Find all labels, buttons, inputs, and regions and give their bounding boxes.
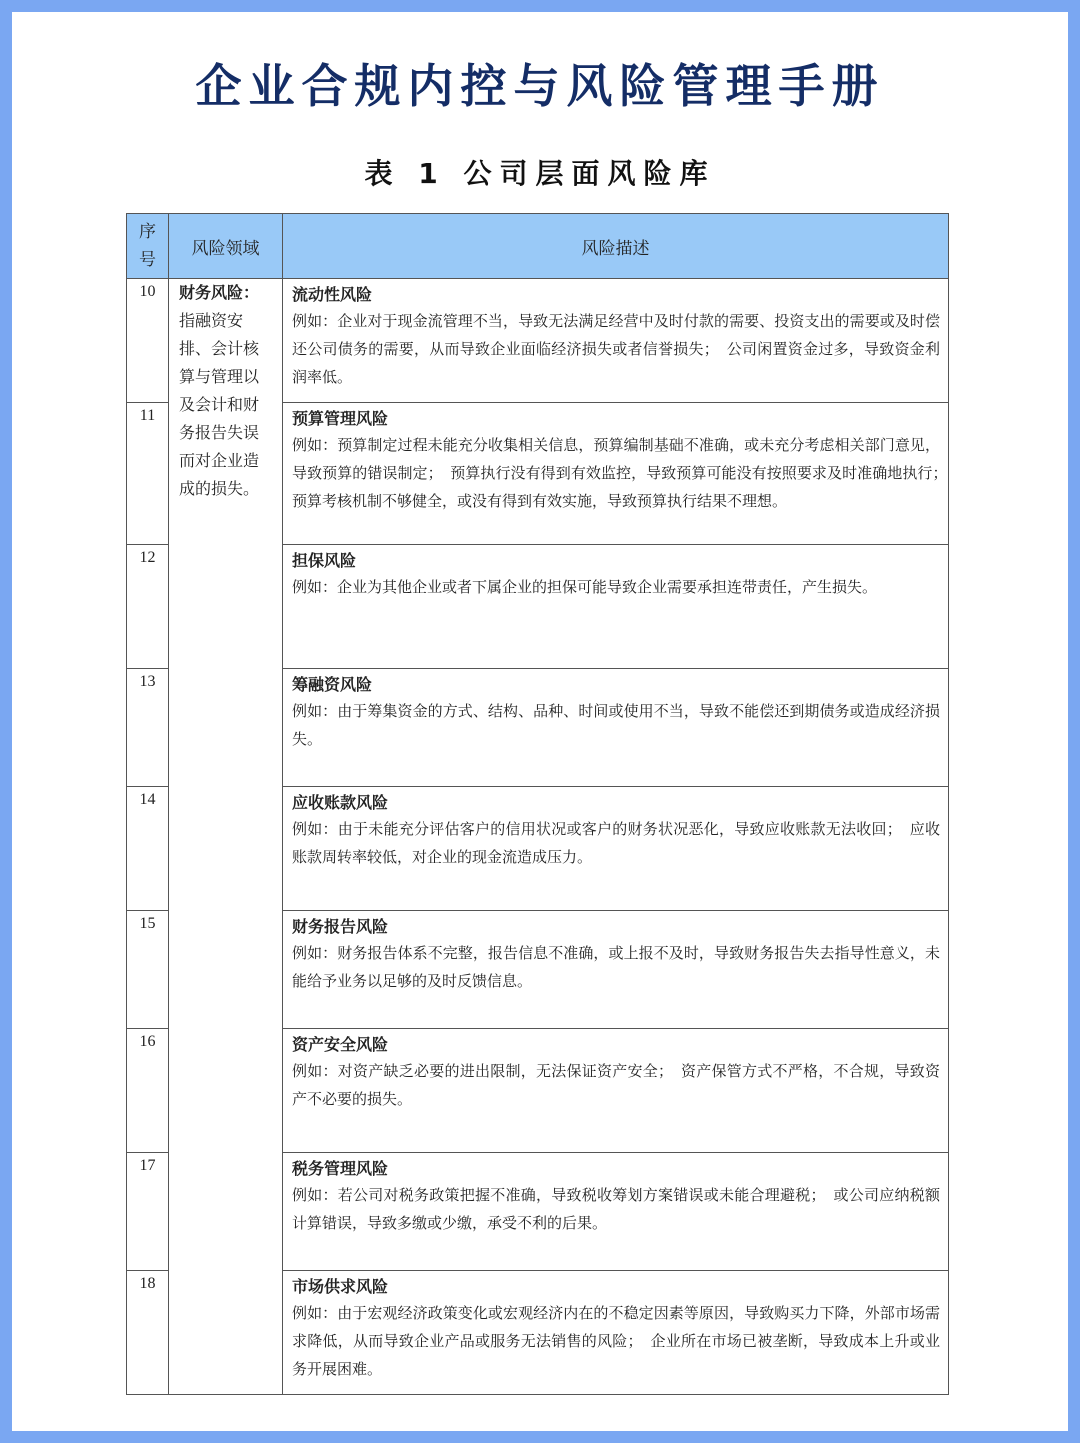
risk-description-cell [283,911,949,1029]
table-header-row [127,214,949,279]
risk-name: 市场供求风险 [292,1277,389,1296]
row-number: 14 [127,787,169,911]
risk-text: 例如：由于筹集资金的方式、结构、品种、时间或使用不当，导致不能偿还到期债务或造成经济损失。 [292,702,940,748]
risk-name: 资产安全风险 [292,1035,389,1054]
domain-text: 指融资安排、会计核算与管理以及会计和财务报告失误而对企业造成的损失。 [179,311,260,498]
risk-text: 例如：企业为其他企业或者下属企业的担保可能导致企业需要承担连带责任，产生损失。 [292,578,878,596]
risk-domain-cell [169,279,283,1395]
risk-description-cell [283,1153,949,1271]
risk-description-cell [283,1271,949,1395]
risk-text: 例如：由于宏观经济政策变化或宏观经济内在的不稳定因素等原因，导致购买力下降，外部市场需求降低，从而导致企业产品或服务无法销售的风险； 企业所在市场已被垄断，导致成本上升或业务开展困难。 [292,1304,940,1378]
row-number: 17 [127,1153,169,1271]
risk-name: 预算管理风险 [292,409,389,428]
header-seq-line1: 序 [139,222,156,242]
header-seq [127,214,169,279]
risk-description-cell [283,787,949,911]
row-number: 12 [127,545,169,669]
risk-description-cell [283,669,949,787]
row-number: 18 [127,1271,169,1395]
risk-table [126,213,956,1395]
risk-text: 例如：对资产缺乏必要的进出限制，无法保证资产安全； 资产保管方式不严格，不合规，导致资产不必要的损失。 [292,1062,940,1108]
risk-name: 应收账款风险 [292,793,389,812]
manual-title: 企业合规内控与风险管理手册 [195,59,885,113]
risk-name: 流动性风险 [292,285,373,304]
risk-description-cell [283,545,949,669]
document-page [12,12,1068,1431]
risk-text: 例如：由于未能充分评估客户的信用状况或客户的财务状况恶化，导致应收账款无法收回； 应收账款周转率较低，对企业的现金流造成压力。 [292,820,940,866]
header-description: 风险描述 [283,214,949,279]
row-number: 13 [127,669,169,787]
risk-text: 例如：若公司对税务政策把握不准确，导致税收筹划方案错误或未能合理避税； 或公司应纳税额计算错误，导致多缴或少缴，承受不利的后果。 [292,1186,940,1232]
table-row [127,279,949,403]
header-domain: 风险领域 [169,214,283,279]
row-number: 10 [127,279,169,403]
risk-name: 税务管理风险 [292,1159,389,1178]
risk-name: 担保风险 [292,551,357,570]
risk-text: 例如：预算制定过程未能充分收集相关信息，预算编制基础不准确，或未充分考虑相关部门意见，导致预算的错误制定； 预算执行没有得到有效监控，导致预算可能没有按照要求及时准确地执行； 预算考核机制不够健全，或没有得到有效实施，导致预算执行结果不理想。 [292,436,956,510]
risk-description-cell [283,1029,949,1153]
row-number: 15 [127,911,169,1029]
risk-description-cell [283,279,949,403]
row-number: 11 [127,403,169,545]
risk-description-cell [283,403,956,545]
risk-name: 财务报告风险 [292,917,389,936]
row-number: 16 [127,1029,169,1153]
risk-text: 例如：财务报告体系不完整，报告信息不准确，或上报不及时，导致财务报告失去指导性意义，未能给予业务以足够的及时反馈信息。 [292,944,940,990]
risk-name: 筹融资风险 [292,675,373,694]
domain-label: 财务风险： [179,283,260,302]
risk-text: 例如：企业对于现金流管理不当，导致无法满足经营中及时付款的需要、投资支出的需要或及时偿还公司债务的需要，从而导致企业面临经济损失或者信誉损失； 公司闲置资金过多，导致资金利润率低。 [292,312,940,386]
table-caption: 表 1 公司层面风险库 [364,157,716,190]
header-seq-line2: 号 [139,250,156,270]
